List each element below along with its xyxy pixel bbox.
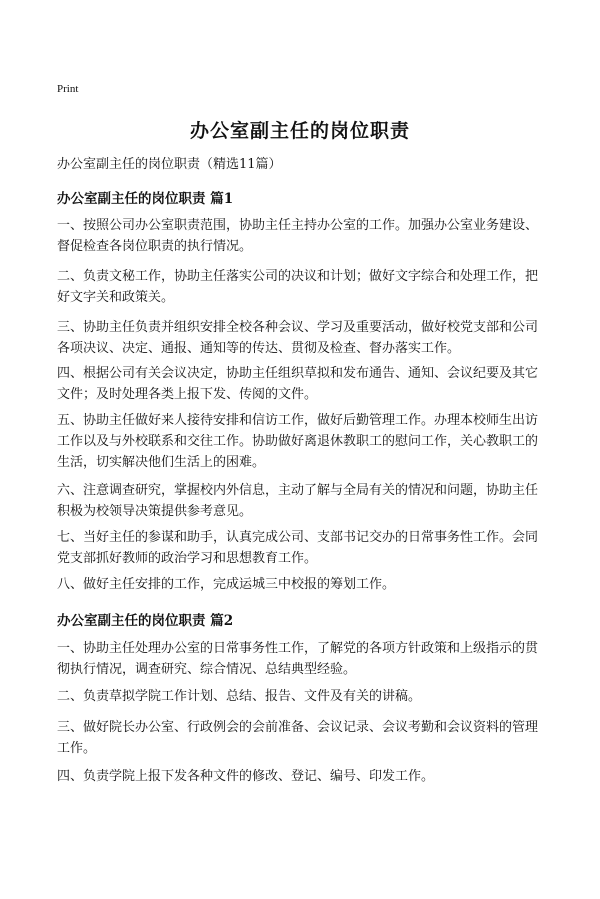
- section-1-paragraph-5: 五、协助主任做好来人接待安排和信访工作，做好后勤管理工作。办理本校师生出访工作以及与外校联系和交往工作。协助做好离退休教职工的慰问工作，关心教职工的生活，切实解决他们生活上的困难。: [57, 413, 539, 470]
- section-1-paragraph-2: 二、负责文秘工作，协助主任落实公司的决议和计划；做好文字综合和处理工作，把好文字关和政策关。: [57, 269, 539, 305]
- section-1-paragraph-7: 七、当好主任的参谋和助手，认真完成公司、支部书记交办的日常事务性工作。会同党支部抓好教师的政治学习和思想教育工作。: [57, 530, 539, 566]
- section-heading-2: 办公室副主任的岗位职责 篇2: [57, 613, 234, 629]
- section-1-paragraph-1: 一、按照公司办公室职责范围，协助主任主持办公室的工作。加强办公室业务建设、督促检查各岗位职责的执行情况。: [57, 218, 539, 254]
- section-1-paragraph-8: 八、做好主任安排的工作，完成运城三中校报的筹划工作。: [57, 577, 396, 592]
- section-2-paragraph-2: 二、负责草拟学院工作计划、总结、报告、文件及有关的讲稿。: [57, 689, 422, 704]
- section-1-paragraph-6: 六、注意调查研究，掌握校内外信息，主动了解与全局有关的情况和问题，协助主任积极为校领导决策提供参考意见。: [57, 483, 539, 519]
- section-1-paragraph-3: 三、协助主任负责并组织安排全校各种会议、学习及重要活动，做好校党支部和公司各项决议、决定、通报、通知等的传达、贯彻及检查、督办落实工作。: [57, 320, 539, 356]
- section-2-paragraph-3: 三、做好院长办公室、行政例会的会前准备、会议记录、会议考勤和会议资料的管理工作。: [57, 720, 539, 756]
- section-2-paragraph-1: 一、协助主任处理办公室的日常事务性工作，了解党的各项方针政策和上级指示的贯彻执行情况，调查研究、综合情况、总结典型经验。: [57, 641, 539, 677]
- section-2-paragraph-4: 四、负责学院上报下发各种文件的修改、登记、编号、印发工作。: [57, 769, 435, 784]
- document-subtitle: 办公室副主任的岗位职责（精选11篇）: [57, 157, 282, 172]
- section-heading-1: 办公室副主任的岗位职责 篇1: [57, 191, 234, 207]
- print-label: Print: [57, 83, 79, 95]
- section-1-paragraph-4: 四、根据公司有关会议决定，协助主任组织草拟和发布通告、通知、会议纪要及其它文件；及时处理各类上报下发、传阅的文件。: [57, 366, 539, 402]
- document-title: 办公室副主任的岗位职责: [189, 120, 410, 142]
